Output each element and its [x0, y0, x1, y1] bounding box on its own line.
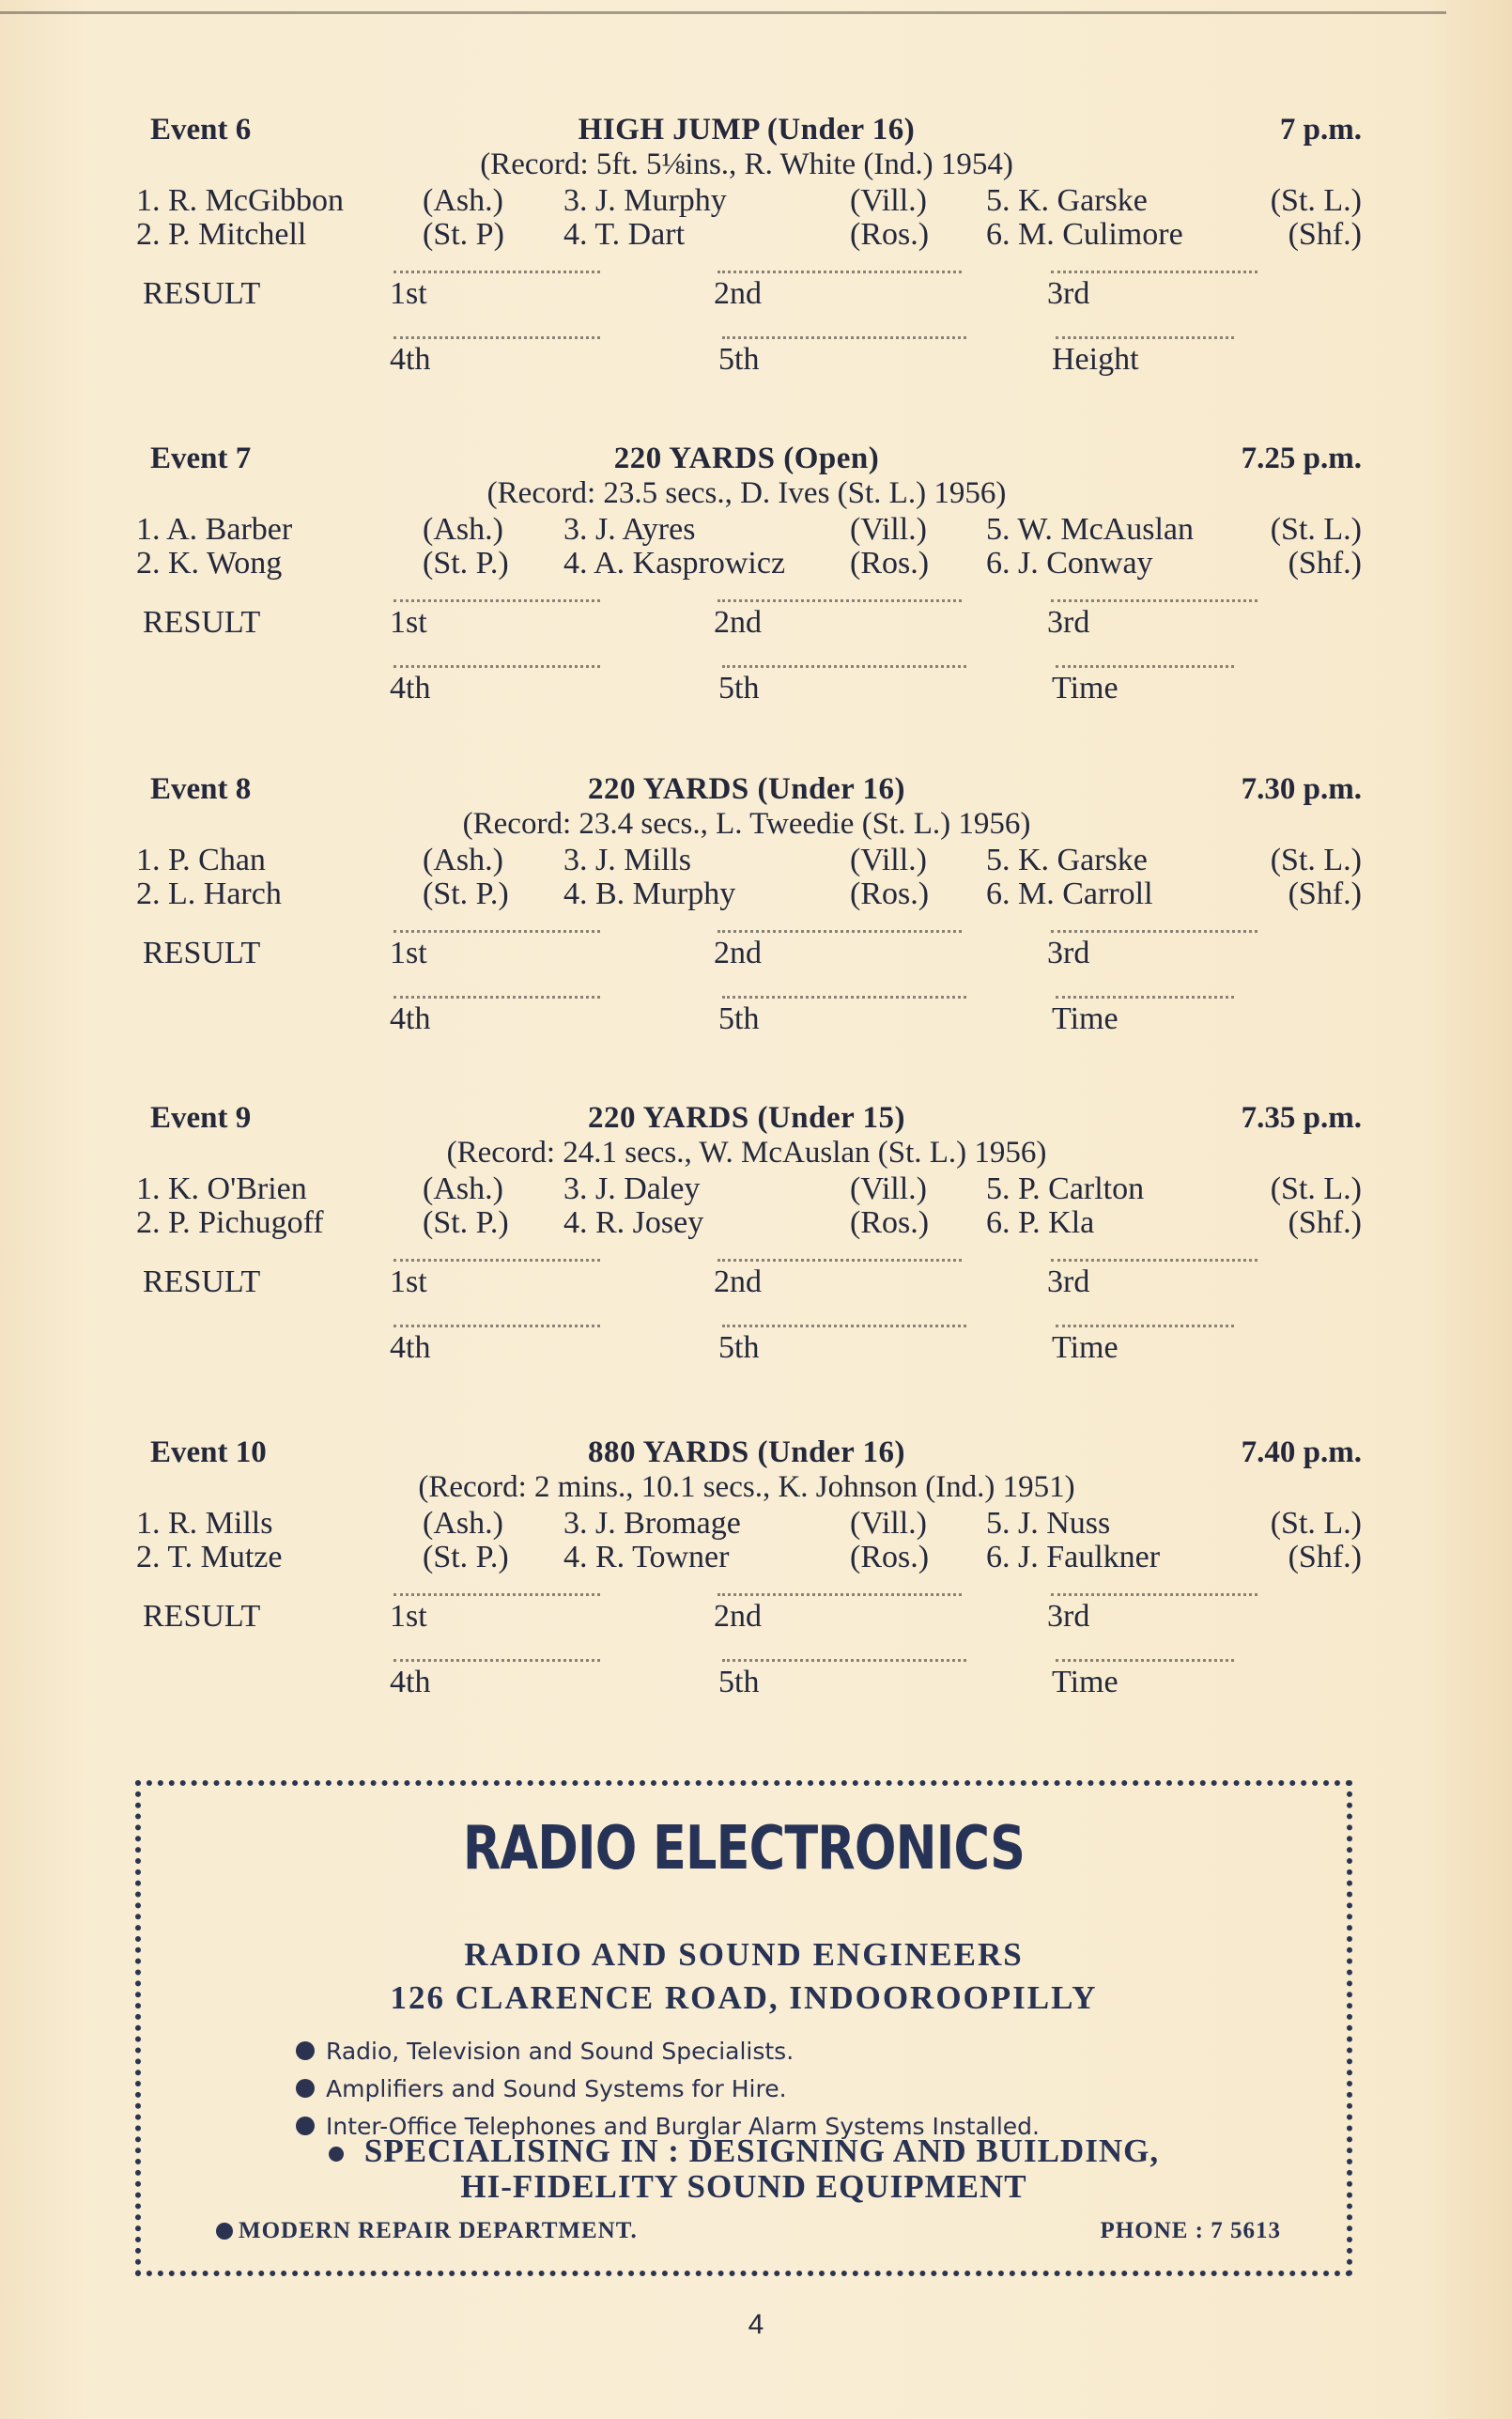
- ad-bullet: Radio, Television and Sound Specialists.: [296, 2032, 1040, 2070]
- competitor-name: 2. K. Wong: [136, 546, 283, 581]
- competitor-name: 4. A. Kasprowicz: [563, 546, 786, 581]
- competitor-name: 4. B. Murphy: [563, 876, 736, 911]
- result-row: RESULT 1st 2nd 3rd: [131, 605, 1362, 671]
- result-row: 4th 5th Time: [131, 1665, 1362, 1730]
- event-block: [131, 1101, 1362, 1396]
- event-time: 7.25 p.m.: [1241, 442, 1362, 475]
- competitor-club: (Vill.): [850, 512, 927, 547]
- competitor-name: 1. P. Chan: [136, 843, 266, 877]
- dotted-line: [393, 599, 600, 602]
- event-time: 7.40 p.m.: [1241, 1435, 1362, 1469]
- dotted-line: [1056, 996, 1234, 999]
- competitor-club: (St. P): [423, 217, 504, 252]
- event-header: [131, 113, 1362, 156]
- result-row: RESULT 1st 2nd 3rd: [131, 1599, 1362, 1665]
- competitor-club: (St. P.): [423, 1205, 509, 1240]
- bullet-dot-icon: [296, 2117, 315, 2135]
- competitor-name: 3. J. Murphy: [563, 183, 727, 218]
- result-label: RESULT: [143, 605, 261, 640]
- competitor-name: 2. L. Harch: [136, 876, 282, 911]
- dotted-line: [722, 996, 966, 999]
- competitor-row: [131, 184, 1362, 218]
- event-block: [131, 772, 1362, 1067]
- result-row: RESULT 1st 2nd 3rd: [131, 1264, 1362, 1330]
- competitor-row: [131, 1541, 1362, 1574]
- competitor-name: 5. K. Garske: [986, 183, 1148, 218]
- competitor-club: (Shf.): [1288, 876, 1362, 911]
- ad-title: RADIO ELECTRONICS: [462, 1814, 1026, 1884]
- event-time: 7.35 p.m.: [1241, 1101, 1362, 1135]
- event-header: [131, 1101, 1362, 1144]
- result-row: 4th 5th Time: [131, 1001, 1362, 1067]
- competitor-club: (St. L.): [1270, 1171, 1362, 1206]
- dotted-line: [1051, 599, 1257, 602]
- competitor-name: 5. J. Nuss: [986, 1506, 1111, 1541]
- competitor-name: 4. R. Towner: [563, 1540, 730, 1574]
- competitor-club: (Vill.): [850, 843, 927, 877]
- event-time: 7 p.m.: [1279, 113, 1362, 147]
- competitor-row: [131, 1206, 1362, 1240]
- ad-specialising: SPECIALISING IN : DESIGNING AND BUILDING, HI-FIDELITY SOUND EQUIPMENT: [141, 2133, 1347, 2205]
- competitor-row: [131, 877, 1362, 911]
- ad-address: 126 CLARENCE ROAD, INDOOROOPILLY: [390, 1979, 1098, 2016]
- dotted-line: [393, 930, 600, 933]
- competitor-club: (Vill.): [850, 183, 927, 218]
- dotted-line: [722, 1659, 966, 1662]
- event-block: [131, 442, 1362, 737]
- bullet-dot-icon: [296, 2079, 315, 2098]
- competitor-club: (St. L.): [1270, 843, 1362, 877]
- result-row: 4th 5th Time: [131, 1330, 1362, 1396]
- event-header: [131, 442, 1362, 485]
- competitor-club: (Vill.): [850, 1506, 927, 1541]
- dotted-line: [1056, 665, 1234, 668]
- dotted-line: [1051, 930, 1257, 933]
- event-title: 220 YARDS (Open): [613, 442, 880, 475]
- competitor-club: (Ash.): [423, 843, 503, 877]
- competitor-name: 6. M. Carroll: [986, 876, 1153, 911]
- dotted-line: [717, 930, 962, 933]
- ad-phone: PHONE : 7 5613: [1100, 2218, 1281, 2243]
- dotted-line: [393, 665, 600, 668]
- dotted-line: [1056, 336, 1234, 339]
- dotted-line: [1051, 271, 1257, 273]
- event-block: [131, 113, 1362, 408]
- ad-bullet: Amplifiers and Sound Systems for Hire.: [296, 2070, 1040, 2107]
- event-number: Event 10: [150, 1435, 267, 1469]
- competitor-club: (Shf.): [1288, 546, 1362, 581]
- event-record: (Record: 23.5 secs., D. Ives (St. L.) 1956): [486, 476, 1007, 510]
- competitor-club: (Ros.): [850, 1540, 930, 1574]
- competitor-name: 3. J. Mills: [563, 843, 692, 877]
- competitor-club: (St. L.): [1270, 512, 1362, 547]
- competitor-name: 6. P. Kla: [986, 1205, 1095, 1240]
- competitor-club: (Ash.): [423, 1506, 503, 1541]
- competitor-name: 2. P. Pichugoff: [136, 1205, 324, 1240]
- bullet-dot-icon: [296, 2041, 315, 2060]
- competitor-club: (Ash.): [423, 512, 503, 547]
- event-number: Event 9: [150, 1101, 252, 1135]
- bullet-dot-icon: [216, 2223, 233, 2240]
- dotted-line: [393, 1325, 600, 1327]
- dotted-line: [722, 665, 966, 668]
- competitor-club: (Shf.): [1288, 217, 1362, 252]
- dotted-line: [393, 271, 600, 273]
- competitor-name: 3. J. Bromage: [563, 1506, 741, 1541]
- competitor-row: [131, 844, 1362, 877]
- dotted-line: [722, 336, 966, 339]
- result-label: RESULT: [143, 276, 261, 311]
- competitor-club: (Ros.): [850, 1205, 930, 1240]
- competitor-name: 2. T. Mutze: [136, 1540, 283, 1574]
- event-number: Event 8: [150, 772, 252, 806]
- event-record: (Record: 23.4 secs., L. Tweedie (St. L.) 1956): [462, 807, 1031, 841]
- ad-repair: MODERN REPAIR DEPARTMENT.: [216, 2218, 638, 2244]
- competitor-name: 5. P. Carlton: [986, 1171, 1145, 1206]
- event-header: [131, 1435, 1362, 1479]
- dotted-line: [717, 271, 962, 273]
- event-title: 880 YARDS (Under 16): [588, 1435, 905, 1469]
- competitor-name: 2. P. Mitchell: [136, 217, 307, 252]
- event-title: 220 YARDS (Under 15): [588, 1101, 905, 1135]
- competitor-club: (St. P.): [423, 546, 509, 581]
- competitor-club: (St. L.): [1270, 1506, 1362, 1541]
- result-row: 4th 5th Time: [131, 671, 1362, 737]
- competitor-name: 6. J. Conway: [986, 546, 1153, 581]
- competitor-row: [131, 1507, 1362, 1541]
- top-edge-line: [0, 11, 1446, 14]
- competitor-club: (St. P.): [423, 876, 509, 911]
- ad-bullet-list: [296, 2032, 1040, 2145]
- event-time: 7.30 p.m.: [1241, 772, 1362, 806]
- competitor-row: [131, 1172, 1362, 1206]
- event-block: [131, 1435, 1362, 1730]
- ad-subtitle: RADIO AND SOUND ENGINEERS: [464, 1936, 1024, 1973]
- page-number: 4: [748, 2309, 764, 2340]
- competitor-club: (Ash.): [423, 183, 503, 218]
- radio-electronics-advert: [135, 1780, 1352, 2276]
- competitor-name: 5. W. McAuslan: [986, 512, 1194, 547]
- dotted-line: [1056, 1659, 1234, 1662]
- dotted-line: [717, 599, 962, 602]
- competitor-club: (Ros.): [850, 546, 930, 581]
- competitor-row: [131, 218, 1362, 252]
- competitor-name: 6. J. Faulkner: [986, 1540, 1161, 1574]
- event-title: 220 YARDS (Under 16): [588, 772, 905, 806]
- result-label: RESULT: [143, 1599, 261, 1634]
- dotted-line: [1051, 1593, 1257, 1596]
- competitor-name: 1. R. McGibbon: [136, 183, 344, 218]
- dotted-line: [393, 1659, 600, 1662]
- competitor-row: [131, 547, 1362, 581]
- competitor-club: (St. L.): [1270, 183, 1362, 218]
- ad-bullet: Inter-Office Telephones and Burglar Alarm Systems Installed.: [296, 2107, 1040, 2145]
- competitor-name: 1. A. Barber: [136, 512, 293, 547]
- competitor-club: (Vill.): [850, 1171, 927, 1206]
- result-row: 4th 5th Height: [131, 342, 1362, 408]
- bullet-dot-icon: [329, 2147, 344, 2162]
- dotted-line: [393, 336, 600, 339]
- competitor-club: (Ros.): [850, 217, 930, 252]
- result-row: RESULT 1st 2nd 3rd: [131, 936, 1362, 1001]
- competitor-row: [131, 513, 1362, 547]
- dotted-line: [722, 1325, 966, 1327]
- dotted-line: [1051, 1259, 1257, 1262]
- event-record: (Record: 5ft. 5⅛ins., R. White (Ind.) 1954): [480, 147, 1013, 181]
- dotted-line: [1056, 1325, 1234, 1327]
- competitor-name: 4. R. Josey: [563, 1205, 704, 1240]
- competitor-club: (Ash.): [423, 1171, 503, 1206]
- competitor-name: 1. R. Mills: [136, 1506, 273, 1541]
- dotted-line: [717, 1593, 962, 1596]
- competitor-name: 1. K. O'Brien: [136, 1171, 307, 1206]
- dotted-line: [393, 1259, 600, 1262]
- result-label: RESULT: [143, 936, 261, 970]
- competitor-club: (Shf.): [1288, 1205, 1362, 1240]
- competitor-club: (Ros.): [850, 876, 930, 911]
- competitor-club: (Shf.): [1288, 1540, 1362, 1574]
- dotted-line: [393, 996, 600, 999]
- competitor-name: 5. K. Garske: [986, 843, 1148, 877]
- event-record: (Record: 2 mins., 10.1 secs., K. Johnson (Ind.) 1951): [418, 1470, 1075, 1504]
- event-record: (Record: 24.1 secs., W. McAuslan (St. L.) 1956): [446, 1136, 1047, 1170]
- competitor-name: 3. J. Ayres: [563, 512, 696, 547]
- result-label: RESULT: [143, 1264, 261, 1299]
- competitor-name: 3. J. Daley: [563, 1171, 701, 1206]
- competitor-name: 4. T. Dart: [563, 217, 686, 252]
- event-title: HIGH JUMP (Under 16): [578, 113, 916, 147]
- result-row: RESULT 1st 2nd 3rd: [131, 276, 1362, 342]
- event-header: [131, 772, 1362, 815]
- dotted-line: [393, 1593, 600, 1596]
- competitor-name: 6. M. Culimore: [986, 217, 1183, 252]
- dotted-line: [717, 1259, 962, 1262]
- competitor-club: (St. P.): [423, 1540, 509, 1574]
- event-number: Event 6: [150, 113, 252, 147]
- event-number: Event 7: [150, 442, 252, 475]
